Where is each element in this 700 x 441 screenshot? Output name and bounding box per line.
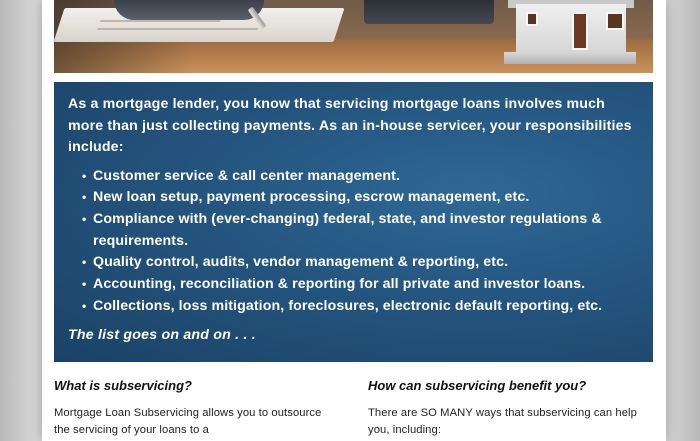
bullet-icon: • [82, 298, 87, 313]
list-item: • Compliance with (ever-changing) federal, state, and investor regulations & requirements. [82, 210, 602, 249]
callout-closing: The list goes on and on . . . [68, 327, 256, 344]
responsibilities-callout [54, 82, 653, 362]
section-body: There are SO MANY ways that subservicing can help you, including: [368, 407, 637, 436]
callout-intro: As a mortgage lender, you know that servicing mortgage loans involves much more than just collecting payments. As an in-house servicer, your responsibilities include: [68, 96, 632, 155]
list-item: • Quality control, audits, vendor management & reporting, etc. [82, 252, 639, 274]
section-heading: How can subservicing benefit you? [368, 378, 587, 393]
list-item: • Customer service & call center management. [82, 166, 639, 188]
bullet-icon: • [82, 168, 87, 183]
responsibilities-list [68, 166, 639, 318]
bullet-icon: • [82, 255, 87, 270]
hero-photo-mortgage-signing [54, 0, 653, 73]
list-item: • New loan setup, payment processing, escrow management, etc. [82, 187, 639, 209]
benefits-section [368, 378, 653, 439]
bullet-icon: • [82, 190, 87, 205]
bullet-icon: • [82, 277, 87, 292]
tablet-device [364, 0, 494, 24]
person-sleeve [114, 0, 264, 20]
document-page [42, 0, 666, 441]
section-body: Mortgage Loan Subservicing allows you to outsource the servicing of your loans to a [54, 407, 322, 436]
bullet-icon: • [82, 211, 87, 226]
list-item: • Accounting, reconciliation & reporting for all private and investor loans. [82, 274, 639, 296]
what-is-subservicing-section [54, 378, 339, 439]
model-house-icon [494, 0, 644, 73]
section-heading: What is subservicing? [54, 378, 192, 393]
list-item: • Collections, loss mitigation, foreclosures, electronic default reporting, etc. [82, 296, 639, 318]
